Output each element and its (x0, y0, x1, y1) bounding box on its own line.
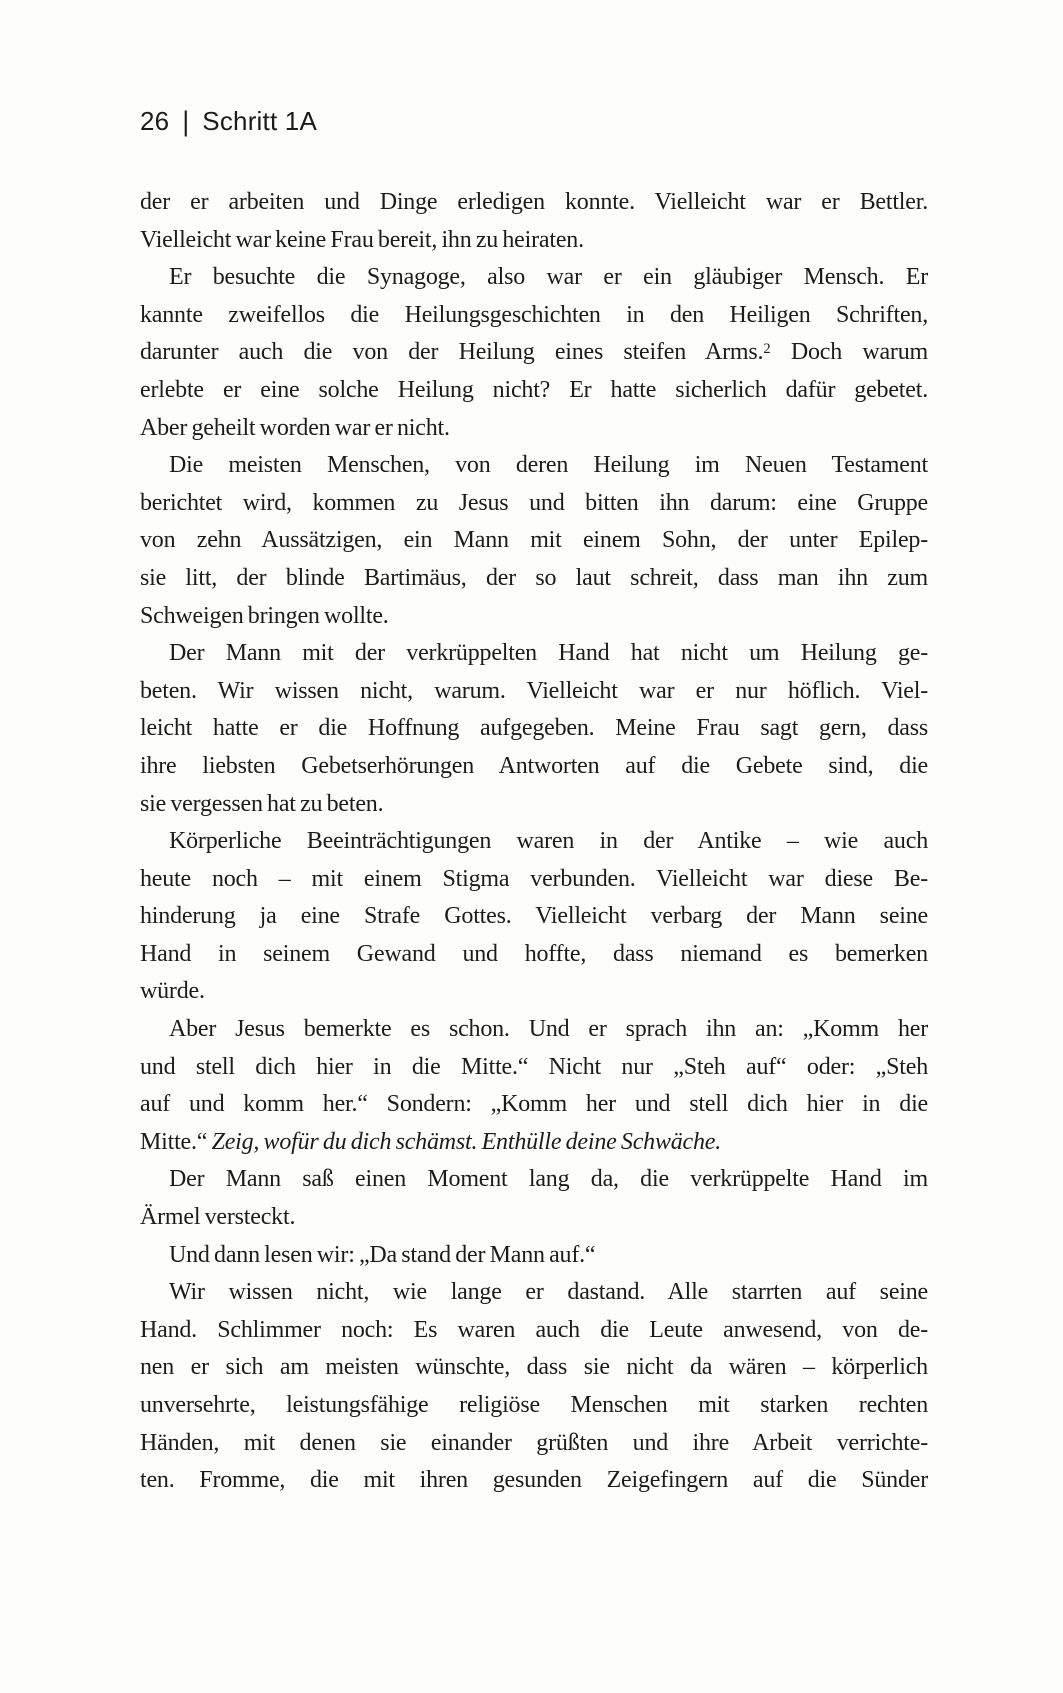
text-line: kannte zweifellos die Heilungsgeschichten in den Heiligen Schriften, (140, 301, 928, 328)
text-line: ten. Fromme, die mit ihren gesunden Zeigefingern auf die Sünder (140, 1467, 928, 1494)
chapter-title: Schritt 1A (202, 106, 318, 136)
paragraph (140, 1011, 928, 1161)
text-line: Vielleicht war keine Frau bereit, ihn zu heiraten. (140, 226, 584, 253)
text-line: Aber geheilt worden war er nicht. (140, 414, 450, 441)
text-line (140, 1124, 928, 1162)
text-line: leicht hatte er die Hoffnung aufgegeben. Meine Frau sagt gern, dass (140, 715, 928, 742)
text-line: Er besuchte die Synagoge, also war er ein gläubiger Mensch. Er (169, 264, 928, 291)
page-number: 26 (140, 106, 170, 136)
text-line: Und dann lesen wir: „Da stand der Mann auf.“ (169, 1241, 596, 1268)
text-line: Händen, mit denen sie einander grüßten und ihre Arbeit verrichte- (140, 1429, 928, 1456)
running-header (140, 106, 317, 136)
text-line: Der Mann saß einen Moment lang da, die verkrüppelte Hand im (169, 1166, 928, 1193)
text-line: erlebte er eine solche Heilung nicht? Er hatte sicherlich dafür gebetet. (140, 376, 928, 403)
paragraph (140, 1161, 928, 1236)
text-line: ihre liebsten Gebetserhörungen Antworten auf die Gebete sind, die (140, 752, 928, 779)
text-line: Aber Jesus bemerkte es schon. Und er sprach ihn an: „Komm her (169, 1016, 928, 1043)
paragraph (140, 823, 928, 1011)
text-line: Wir wissen nicht, wie lange er dastand. Alle starrten auf seine (169, 1279, 928, 1306)
paragraph (140, 447, 928, 635)
text-line: sie vergessen hat zu beten. (140, 790, 384, 817)
text-line: Körperliche Beeinträchtigungen waren in der Antike – wie auch (169, 828, 928, 855)
paragraph (140, 259, 928, 447)
text-line: Hand. Schlimmer noch: Es waren auch die Leute anwesend, von de- (140, 1316, 928, 1343)
text-line: der er arbeiten und Dinge erledigen konnte. Vielleicht war er Bettler. (140, 189, 928, 215)
text-line: heute noch – mit einem Stigma verbunden. Vielleicht war diese Be- (140, 865, 928, 892)
text-line: nen er sich am meisten wünschte, dass sie nicht da wären – körperlich (140, 1354, 928, 1381)
body-text (140, 184, 928, 1500)
paragraph (140, 184, 928, 259)
text-segment: darunter auch die von der Heilung eines steifen Arms. (140, 339, 764, 366)
text-line: auf und komm her.“ Sondern: „Komm her und stell dich hier in die (140, 1091, 928, 1118)
text-line: Die meisten Menschen, von deren Heilung im Neuen Testament (169, 452, 928, 479)
emphasized-text: Zeig, wofür du dich schämst. Enthülle deine Schwäche. (211, 1128, 722, 1155)
text-line: Schweigen bringen wollte. (140, 602, 389, 629)
paragraph (140, 1274, 928, 1500)
text-line: Hand in seinem Gewand und hoffte, dass niemand es bemerken (140, 940, 928, 967)
header-separator: | (182, 105, 190, 137)
text-line: von zehn Aussätzigen, ein Mann mit einem Sohn, der unter Epilep- (140, 527, 928, 554)
text-line: beten. Wir wissen nicht, warum. Vielleicht war er nur höflich. Viel- (140, 677, 928, 704)
text-line: Ärmel versteckt. (140, 1204, 296, 1231)
text-line (140, 334, 928, 372)
paragraph (140, 1237, 928, 1275)
text-line: würde. (140, 978, 205, 1005)
text-line: unversehrte, leistungsfähige religiöse Menschen mit starken rechten (140, 1392, 928, 1418)
text-line: berichtet wird, kommen zu Jesus und bitten ihn darum: eine Gruppe (140, 489, 928, 516)
text-segment: Doch warum (770, 339, 928, 366)
text-line: und stell dich hier in die Mitte.“ Nicht nur „Steh auf“ oder: „Steh (140, 1053, 928, 1080)
paragraph (140, 635, 928, 823)
text-line: Der Mann mit der verkrüppelten Hand hat nicht um Heilung ge- (169, 640, 928, 667)
text-line: sie litt, der blinde Bartimäus, der so laut schreit, dass man ihn zum (140, 564, 928, 591)
text-segment: Mitte.“ (140, 1128, 212, 1155)
footnote-marker: 2 (763, 340, 771, 357)
text-line: hinderung ja eine Strafe Gottes. Vielleicht verbarg der Mann seine (140, 903, 928, 930)
